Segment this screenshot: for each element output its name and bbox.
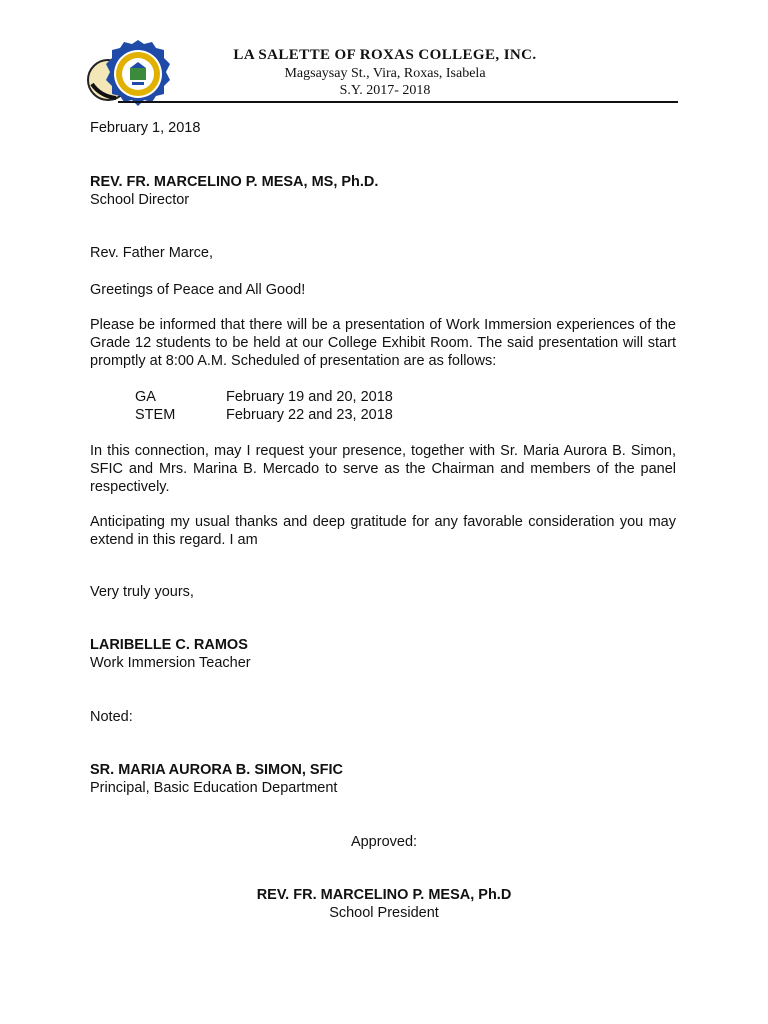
header-divider xyxy=(118,101,678,103)
noted-label: Noted: xyxy=(90,709,133,725)
body-paragraph-2: In this connection, may I request your presence, together with Sr. Maria Aurora B. Simon, SFIC and Mrs. Marina B. Mercado to serve as the Chairman and members of the panel respectively. xyxy=(90,443,676,495)
sender-name: LARIBELLE C. RAMOS xyxy=(90,637,248,653)
school-seal-logo xyxy=(86,38,182,110)
schedule-row xyxy=(135,407,393,425)
closing: Very truly yours, xyxy=(90,584,194,600)
salutation: Rev. Father Marce, xyxy=(90,245,214,261)
school-year: S.Y. 2017- 2018 xyxy=(339,83,431,98)
schedule-strand: GA xyxy=(135,389,156,405)
approver-name: REV. FR. MARCELINO P. MESA, Ph.D xyxy=(256,887,512,903)
institution-name: LA SALETTE OF ROXAS COLLEGE, INC. xyxy=(233,47,537,63)
noted-name: SR. MARIA AURORA B. SIMON, SFIC xyxy=(90,762,343,778)
presentation-schedule xyxy=(135,389,393,425)
noted-title: Principal, Basic Education Department xyxy=(90,780,338,796)
schedule-dates: February 22 and 23, 2018 xyxy=(226,407,393,423)
recipient-name: REV. FR. MARCELINO P. MESA, MS, Ph.D. xyxy=(90,174,379,190)
approver-title: School President xyxy=(329,905,439,921)
institution-address: Magsaysay St., Vira, Roxas, Isabela xyxy=(284,66,486,81)
body-paragraph-1: Please be informed that there will be a presentation of Work Immersion experiences of the Grade 12 students to be held at our College Exhibit Room. The said presentation will start promptly at 8:00 A.M. Scheduled of presentation are as follows: xyxy=(90,317,676,369)
body-paragraph-3: Anticipating my usual thanks and deep gratitude for any favorable consideration you may extend in this regard. I am xyxy=(90,514,676,548)
sender-title: Work Immersion Teacher xyxy=(90,655,251,671)
schedule-strand: STEM xyxy=(135,407,176,423)
approved-label: Approved: xyxy=(350,834,418,850)
recipient-title: School Director xyxy=(90,192,190,208)
greeting: Greetings of Peace and All Good! xyxy=(90,282,306,298)
schedule-dates: February 19 and 20, 2018 xyxy=(226,389,393,405)
schedule-row xyxy=(135,389,393,407)
letter-date: February 1, 2018 xyxy=(90,120,201,136)
